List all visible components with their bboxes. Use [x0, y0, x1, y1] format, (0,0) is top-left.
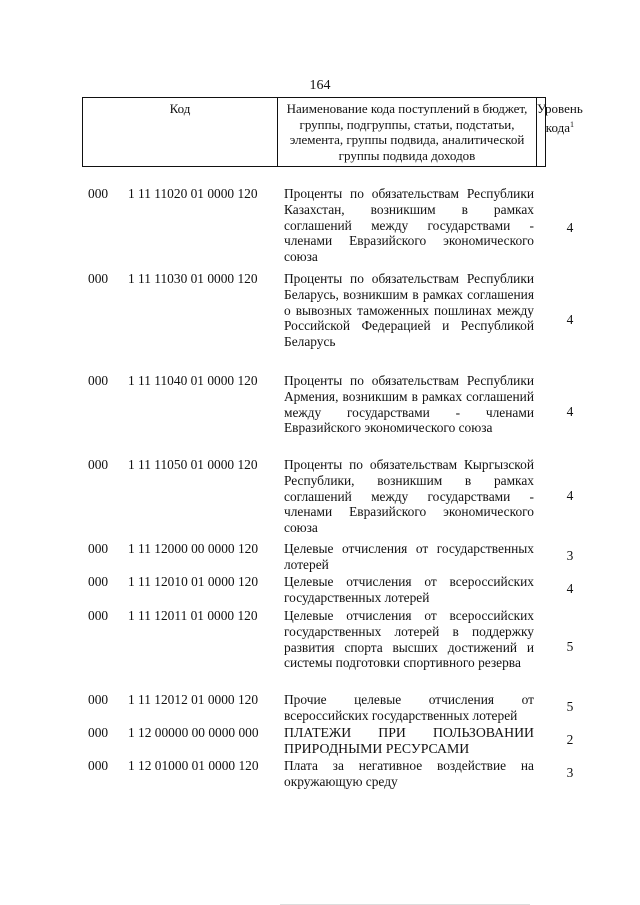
admin-code: 000 — [88, 725, 109, 740]
income-level: 3 — [566, 765, 574, 780]
income-name: Проценты по обязательствам Республики Казахстан, возникшим в рамках соглашений между государствами - членами Евразийского экономического союза — [284, 186, 534, 265]
income-name: Проценты по обязательствам Республики Армения, возникшим в рамках соглашений между государствами - членами Евразийского экономического союза — [284, 373, 534, 436]
header-level-footnote: 1 — [569, 119, 574, 129]
income-name: Целевые отчисления от всероссийских государственных лотерей в поддержку развития спорта высших достижений и системы подготовки спортивного резерва — [284, 608, 534, 671]
income-code: 1 12 00000 00 0000 000 — [128, 725, 259, 740]
income-name: Целевые отчисления от государственных лотерей — [284, 541, 534, 572]
admin-code: 000 — [88, 541, 109, 556]
income-name: Плата за негативное воздействие на окружающую среду — [284, 758, 534, 789]
income-level: 2 — [566, 732, 574, 747]
income-level: 4 — [566, 312, 574, 327]
income-name: Целевые отчисления от всероссийских государственных лотерей — [284, 574, 534, 605]
header-code: Код — [169, 101, 191, 116]
table-header — [82, 97, 583, 167]
income-name: Прочие целевые отчисления от всероссийских государственных лотерей — [284, 692, 534, 723]
admin-code: 000 — [88, 271, 109, 286]
admin-code: 000 — [88, 608, 109, 623]
income-level: 4 — [566, 581, 574, 596]
income-name: Проценты по обязательствам Кыргызской Республики, возникшим в рамках соглашений между государствами - членами Евразийского экономического союза — [284, 457, 534, 536]
income-level: 5 — [566, 639, 574, 654]
income-code: 1 11 12000 00 0000 120 — [128, 541, 259, 556]
admin-code: 000 — [88, 186, 109, 201]
admin-code: 000 — [88, 758, 109, 773]
income-code: 1 11 12012 01 0000 120 — [128, 692, 259, 707]
income-level: 4 — [566, 220, 574, 235]
admin-code: 000 — [88, 457, 109, 472]
header-level-label-end: а — [564, 119, 570, 135]
income-code: 1 11 11040 01 0000 120 — [128, 373, 258, 388]
header-name: Наименование кода поступлений в бюджет, группы, подгруппы, статьи, подстатьи, элемента, группы подвида, аналитической группы подвида доходов — [277, 98, 536, 166]
income-code: 1 11 11020 01 0000 120 — [128, 186, 258, 201]
income-code: 1 11 12010 01 0000 120 — [128, 574, 259, 589]
page-number: 164 — [309, 78, 331, 93]
income-name: ПЛАТЕЖИ ПРИ ПОЛЬЗОВАНИИ ПРИРОДНЫМИ РЕСУРСАМИ — [284, 725, 534, 756]
income-code: 1 11 11050 01 0000 120 — [128, 457, 258, 472]
income-level: 4 — [566, 404, 574, 419]
header-level — [536, 98, 583, 166]
income-code: 1 11 11030 01 0000 120 — [128, 271, 258, 286]
income-code: 1 12 01000 01 0000 120 — [128, 758, 259, 773]
admin-code: 000 — [88, 692, 109, 707]
admin-code: 000 — [88, 373, 109, 388]
income-name: Проценты по обязательствам Республики Беларусь, возникшим в рамках соглашения о вывозных таможенных пошлинах между Российской Федерацией и Республикой Беларусь — [284, 271, 534, 350]
income-level: 5 — [566, 699, 574, 714]
admin-code: 000 — [88, 574, 109, 589]
income-code: 1 11 12011 01 0000 120 — [128, 608, 258, 623]
income-level: 4 — [566, 488, 574, 503]
header-level-label: Уровень код — [537, 101, 583, 135]
income-level: 3 — [566, 548, 574, 563]
